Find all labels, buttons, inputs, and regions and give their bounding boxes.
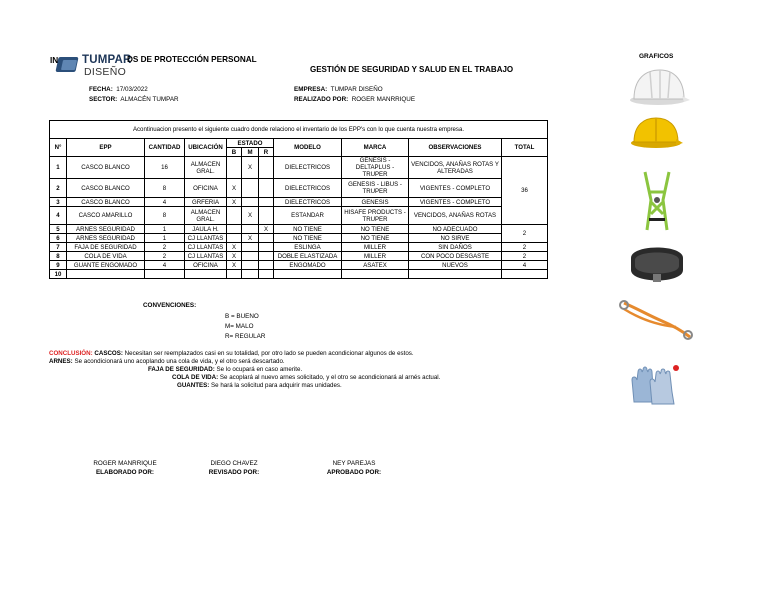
lanyard-icon (618, 295, 694, 341)
white-helmet-icon (628, 66, 692, 110)
signature-role: ELABORADO POR: (95, 469, 155, 476)
cell-obs: VENCIDOS, ANAÑAS ROTAS (409, 207, 502, 225)
cell-epp (67, 270, 145, 279)
header-m: M (242, 148, 259, 157)
cell-total-guante: 4 (502, 261, 548, 270)
table-row (50, 252, 548, 261)
cell-n: 9 (50, 261, 67, 270)
cell-marca: ASATEX (342, 261, 409, 270)
cell-epp: GUANTE ENGOMADO (67, 261, 145, 270)
cell-n: 8 (50, 252, 67, 261)
header-cantidad: CANTIDAD (145, 139, 185, 157)
realizado-label: REALIZADO POR: (294, 96, 349, 103)
cell-marca (342, 270, 409, 279)
cell-n: 10 (50, 270, 67, 279)
cell-b: X (227, 261, 242, 270)
cell-m: X (242, 234, 259, 243)
cell-ubicacion: CJ LLANTAS (185, 234, 227, 243)
realizado-line (294, 96, 415, 103)
cell-marca: GENESIS -DELTAPLUS - TRUPER (342, 157, 409, 179)
cell-ubicacion: CJ LLANTAS (185, 243, 227, 252)
logo-sub-text: DISEÑO (84, 66, 127, 78)
signature-revisado (189, 460, 279, 476)
table-row (50, 198, 548, 207)
cell-n: 3 (50, 198, 67, 207)
cell-r (259, 207, 274, 225)
cola-text: Se acoplará al nuevo arnes solicitado, y el otro se acondicionará al arnés actual. (219, 374, 441, 381)
safety-belt-icon (625, 238, 689, 288)
sector-label: SECTOR: (89, 96, 118, 103)
cell-r (259, 252, 274, 261)
signature-elaborado (80, 460, 170, 476)
header-ubicacion: UBICACIÓN (185, 139, 227, 157)
gloves-icon (628, 362, 684, 408)
empresa-label: EMPRESA: (294, 86, 328, 93)
yellow-helmet-icon (630, 115, 684, 151)
epp-inventory-table (49, 120, 548, 279)
signature-name: DIEGO CHAVEZ (210, 460, 258, 467)
convention-b: B = BUENO (225, 313, 259, 320)
cell-total (502, 270, 548, 279)
cell-ubicacion: GRFERIA (185, 198, 227, 207)
cola-label: COLA DE VIDA: (172, 374, 219, 381)
cell-cantidad: 16 (145, 157, 185, 179)
cell-total-cascos: 36 (502, 157, 548, 225)
doc-title-prefix: IN (50, 56, 59, 65)
cell-n: 7 (50, 243, 67, 252)
cell-r: X (259, 225, 274, 234)
cell-epp: CASCO BLANCO (67, 179, 145, 198)
logo-mark-inner-icon (61, 60, 77, 70)
cell-obs: NUEVOS (409, 261, 502, 270)
header-b: B (227, 148, 242, 157)
fecha-value: 17/03/2022 (116, 86, 148, 93)
cell-cantidad: 1 (145, 225, 185, 234)
cell-cantidad: 8 (145, 207, 185, 225)
cell-total-faja: 2 (502, 243, 548, 252)
logo-main-text: TUMPAR (82, 54, 132, 66)
conclusion-arnes (49, 358, 285, 366)
sector-line (89, 96, 179, 103)
cell-n: 1 (50, 157, 67, 179)
empresa-value: TUMPAR DISEÑO (330, 86, 383, 93)
conventions-title: CONVENCIONES: (143, 302, 197, 309)
cell-n: 4 (50, 207, 67, 225)
header-r: R (259, 148, 274, 157)
faja-text: Se lo ocupará en caso amerite. (216, 366, 303, 373)
cell-modelo: DIELECTRICOS (274, 198, 342, 207)
signature-name: ROGER MANRRIQUE (93, 460, 157, 467)
cell-ubicacion: ALMACEN GRAL. (185, 157, 227, 179)
cell-b (227, 225, 242, 234)
graphics-title: GRAFICOS (639, 53, 674, 60)
cell-obs: SIN DAÑOS (409, 243, 502, 252)
main-title: GESTIÓN DE SEGURIDAD Y SALUD EN EL TRABAJO (310, 65, 514, 74)
cell-m (242, 225, 259, 234)
cell-b (227, 207, 242, 225)
cell-b: X (227, 198, 242, 207)
cascos-label: CASCOS: (94, 350, 123, 357)
cell-ubicacion: JAULA H. (185, 225, 227, 234)
cell-m: X (242, 157, 259, 179)
cell-epp: FAJA DE SEGURIDAD (67, 243, 145, 252)
cell-epp: ARNES SEGURIDAD (67, 234, 145, 243)
conclusion-cascos (49, 350, 414, 358)
cell-obs: VIGENTES - COMPLETO (409, 179, 502, 198)
cell-m: X (242, 207, 259, 225)
table-row (50, 261, 548, 270)
cascos-text: Necesitan ser reemplazados casi en su totalidad, por otro lado se pueden acondicionar algunos de estos. (124, 350, 414, 357)
cell-m (242, 243, 259, 252)
cell-marca: GENESIS (342, 198, 409, 207)
fecha-label: FECHA: (89, 86, 113, 93)
cell-marca: MILLER (342, 243, 409, 252)
cell-obs: NO ADECUADO (409, 225, 502, 234)
cell-ubicacion: OFICINA (185, 261, 227, 270)
cell-obs: VIGENTES - COMPLETO (409, 198, 502, 207)
cell-cantidad: 2 (145, 243, 185, 252)
cell-ubicacion: OFICINA (185, 179, 227, 198)
cell-obs: VENCIDOS, ANAÑAS ROTAS Y ALTERADAS (409, 157, 502, 179)
cell-modelo: ESTANDAR (274, 207, 342, 225)
cell-cantidad: 4 (145, 198, 185, 207)
cell-modelo: ESLINGA (274, 243, 342, 252)
table-row (50, 243, 548, 252)
faja-label: FAJA DE SEGURIDAD: (148, 366, 215, 373)
signature-name: NEY PAREJAS (332, 460, 376, 467)
table-row (50, 234, 548, 243)
safety-harness-icon (635, 170, 679, 232)
cell-ubicacion (185, 270, 227, 279)
conclusion-faja (148, 366, 302, 374)
guantes-label: GUANTES: (177, 382, 210, 389)
header-observaciones: OBSERVACIONES (409, 139, 502, 157)
guantes-text: Se hará la solicitud para adquirir mas unidades. (211, 382, 342, 389)
cell-m (242, 252, 259, 261)
cell-m (242, 198, 259, 207)
cell-r (259, 243, 274, 252)
cell-modelo: NO TIENE (274, 225, 342, 234)
cell-b (227, 157, 242, 179)
conclusion-guantes (177, 382, 342, 390)
header-epp: EPP (67, 139, 145, 157)
cell-n: 5 (50, 225, 67, 234)
header-total: TOTAL (502, 139, 548, 157)
header-n: N° (50, 139, 67, 157)
cell-epp: ARNES SEGURIDAD (67, 225, 145, 234)
cell-marca: NO TIENE (342, 225, 409, 234)
cell-n: 2 (50, 179, 67, 198)
cell-obs (409, 270, 502, 279)
cell-modelo: ENGOMADO (274, 261, 342, 270)
cell-cantidad: 4 (145, 261, 185, 270)
arnes-text: Se acondicionará uno acoplando una cola de vida, y el otro será descartado. (74, 358, 285, 365)
cell-r (259, 198, 274, 207)
cell-ubicacion: CJ LLANTAS (185, 252, 227, 261)
cell-r (259, 270, 274, 279)
cell-cantidad: 8 (145, 179, 185, 198)
cell-r (259, 261, 274, 270)
cell-modelo (274, 270, 342, 279)
table-row (50, 225, 548, 234)
cell-b: X (227, 179, 242, 198)
table-row (50, 179, 548, 198)
cell-total-cola: 2 (502, 252, 548, 261)
cell-modelo: DIELECTRICOS (274, 157, 342, 179)
empresa-line (294, 86, 383, 93)
cell-r (259, 234, 274, 243)
cell-m (242, 270, 259, 279)
arnes-label: ARNES: (49, 358, 73, 365)
cell-obs: CON POCO DESGASTE (409, 252, 502, 261)
header-estado: ESTADO (227, 139, 274, 148)
convention-r: R= REGULAR (225, 333, 266, 340)
cell-epp: CASCO BLANCO (67, 157, 145, 179)
conclusion-cola (172, 374, 440, 382)
cell-cantidad: 2 (145, 252, 185, 261)
cell-b: X (227, 252, 242, 261)
cell-b (227, 234, 242, 243)
header-marca: MARCA (342, 139, 409, 157)
cell-marca: NO TIENE (342, 234, 409, 243)
cell-marca: GENESIS - LIBUS - TRUPER (342, 179, 409, 198)
cell-r (259, 179, 274, 198)
cell-b: X (227, 243, 242, 252)
realizado-value: ROGER MANRRIQUE (351, 96, 416, 103)
fecha-line (89, 86, 148, 93)
header-modelo: MODELO (274, 139, 342, 157)
cell-b (227, 270, 242, 279)
cell-total-arnes: 2 (502, 225, 548, 243)
table-row (50, 207, 548, 225)
cell-epp: COLA DE VIDA (67, 252, 145, 261)
doc-title: DS DE PROTECCIÓN PERSONAL (127, 55, 257, 64)
table-row (50, 157, 548, 179)
cell-m (242, 261, 259, 270)
cell-modelo: DIELECTRICOS (274, 179, 342, 198)
table-row (50, 270, 548, 279)
cell-modelo: DOBLE ELASTIZADA (274, 252, 342, 261)
conclusion-label: CONCLUSIÓN: (49, 350, 93, 357)
signature-aprobado (309, 460, 399, 476)
cell-cantidad: 1 (145, 234, 185, 243)
cell-epp: CASCO AMARILLO (67, 207, 145, 225)
cell-r (259, 157, 274, 179)
table-intro: Acontinuacion presento el siguiente cuadro donde relaciono el inventario de los EPP's con lo que cuenta nuestra empresa. (50, 121, 548, 139)
signature-role: REVISADO POR: (208, 469, 260, 476)
cell-epp: CASCO BLANCO (67, 198, 145, 207)
sector-value: ALMACÉN TUMPAR (120, 96, 179, 103)
cell-ubicacion: ALMACEN GRAL. (185, 207, 227, 225)
cell-modelo: NO TIENE (274, 234, 342, 243)
signature-role: APROBADO POR: (326, 469, 382, 476)
cell-n: 6 (50, 234, 67, 243)
cell-m (242, 179, 259, 198)
cell-obs: NO SIRVE (409, 234, 502, 243)
convention-m: M= MALO (225, 323, 254, 330)
cell-marca: MILLER (342, 252, 409, 261)
cell-marca: HISAFE PRODUCTS - TRUPER (342, 207, 409, 225)
cell-cantidad (145, 270, 185, 279)
